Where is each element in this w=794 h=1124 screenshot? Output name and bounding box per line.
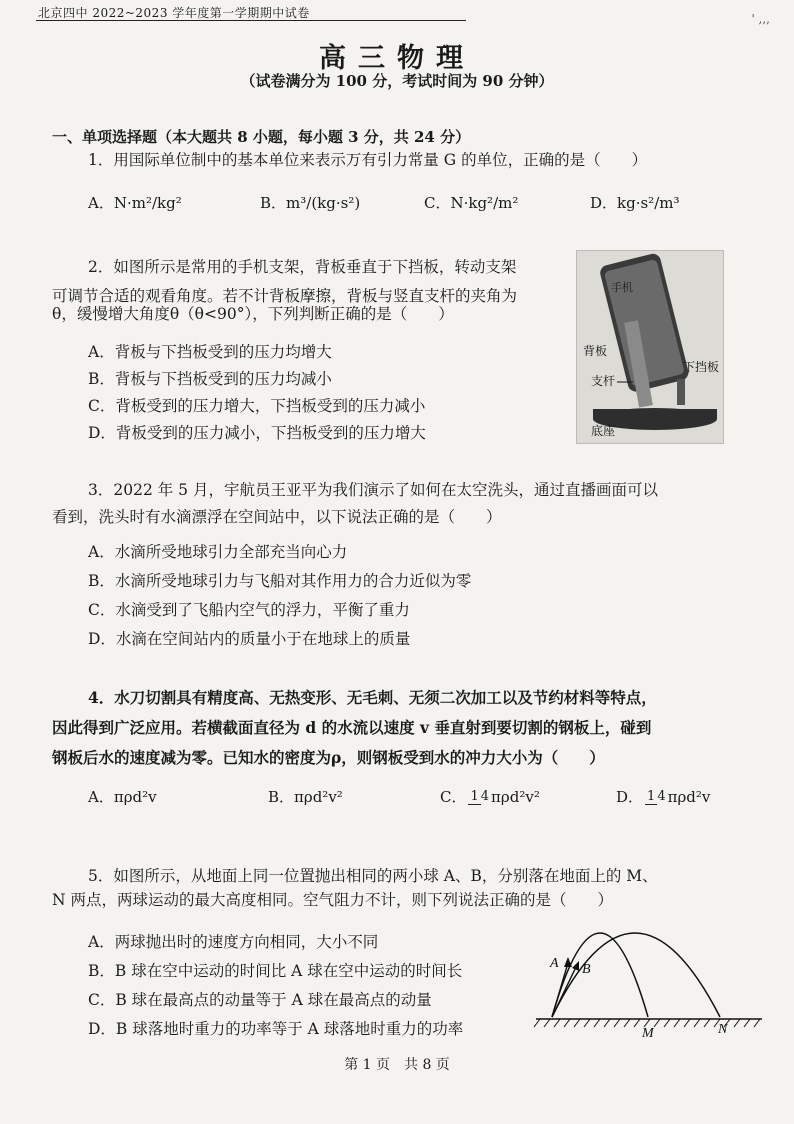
projectile-diagram	[530, 905, 770, 1049]
q5-option-a: A．两球抛出时的速度方向相同，大小不同	[88, 933, 379, 951]
q4-option-d: D． 1 4 πρd²v	[616, 787, 711, 806]
label-n: N	[718, 1022, 728, 1037]
projectile-svg	[530, 905, 770, 1045]
section-title: 一、单项选择题（本大题共 8 小题，每小题 3 分，共 24 分）	[52, 128, 471, 146]
q5-option-c: C．B 球在最高点的动量等于 A 球在最高点的动量	[88, 991, 432, 1009]
q5-line2: N 两点，两球运动的最大高度相同。空气阻力不计，则下列说法正确的是（ ）	[52, 891, 613, 909]
q2-option-d: D．背板受到的压力减小，下挡板受到的压力增大	[88, 424, 426, 442]
q3-line2: 看到，洗头时有水滴漂浮在空间站中，以下说法正确的是（ ）	[52, 508, 502, 526]
q2-option-a: A．背板与下挡板受到的压力均增大	[88, 343, 332, 361]
q5-option-d: D．B 球落地时重力的功率等于 A 球落地时重力的功率	[88, 1020, 464, 1038]
q4-line3: 钢板后水的速度减为零。已知水的密度为ρ，则钢板受到水的冲力大小为（ ）	[52, 748, 605, 767]
label-base: 底座	[591, 424, 616, 438]
phone-stand-photo	[576, 250, 724, 444]
q4-option-a: A．πρd²v	[88, 788, 157, 806]
q2-line3: θ，缓慢增大角度θ（θ<90°），下列判断正确的是（ ）	[52, 305, 454, 323]
trajectory-a	[552, 933, 648, 1017]
q4-c-fraction: 1 4	[470, 788, 490, 804]
label-b: B	[582, 962, 591, 977]
q1-option-a: A．N·m²/kg²	[88, 194, 182, 212]
exam-header: 北京四中 2022~2023 学年度第一学期期中试卷	[38, 6, 310, 20]
q4-option-c: C． 1 4 πρd²v²	[440, 787, 540, 806]
q2-option-c: C．背板受到的压力增大，下挡板受到的压力减小	[88, 397, 426, 415]
label-back: 背板	[583, 344, 608, 358]
label-lower-baffle: 下挡板	[683, 360, 720, 374]
q5-option-b: B．B 球在空中运动的时间比 A 球在空中运动的时间长	[88, 962, 463, 980]
q1-option-c: C．N·kg²/m²	[424, 194, 519, 212]
q3-option-d: D．水滴在空间站内的质量小于在地球上的质量	[88, 630, 411, 648]
corner-mark: ' ,,,	[751, 12, 770, 26]
q4-option-b: B．πρd²v²	[268, 788, 343, 806]
q2-option-b: B．背板与下挡板受到的压力均减小	[88, 370, 332, 388]
label-a: A	[550, 956, 559, 971]
header-rule	[36, 20, 466, 21]
phone-stand-illustration	[577, 251, 723, 443]
q4-line2: 因此得到广泛应用。若横截面直径为 d 的水流以速度 v 垂直射到要切割的钢板上，碰到	[52, 718, 652, 737]
q4-d-fraction: 1 4	[647, 788, 666, 804]
q3-line1: 3．2022 年 5 月，宇航员王亚平为我们演示了如何在太空洗头，通过直播画面可以	[88, 481, 658, 499]
q1-options	[88, 192, 680, 213]
q2-line1: 2．如图所示是常用的手机支架，背板垂直于下挡板，转动支架	[88, 258, 517, 276]
q3-option-c: C．水滴受到了飞船内空气的浮力，平衡了重力	[88, 601, 410, 619]
label-rod: 支杆	[591, 374, 616, 388]
page-footer: 第 1 页 共 8 页	[344, 1057, 450, 1073]
q4-line1: 4．水刀切割具有精度高、无热变形、无毛刺、无须二次加工以及节约材料等特点，	[88, 688, 657, 707]
q1-option-d: D．kg·s²/m³	[590, 194, 680, 212]
label-phone: 手机	[611, 282, 633, 294]
q4-options	[88, 786, 710, 807]
q3-option-b: B．水滴所受地球引力与飞船对其作用力的合力近似为零	[88, 572, 472, 590]
page-subtitle: （试卷满分为 100 分，考试时间为 90 分钟）	[240, 72, 554, 90]
q1-stem: 1．用国际单位制中的基本单位来表示万有引力常量 G 的单位，正确的是（ ）	[88, 151, 648, 169]
q1-option-b: B．m³/(kg·s²)	[260, 194, 361, 212]
page-title: 高三物理	[319, 43, 475, 74]
label-m: M	[642, 1026, 654, 1041]
q3-option-a: A．水滴所受地球引力全部充当向心力	[88, 543, 348, 561]
q5-line1: 5．如图所示，从地面上同一位置抛出相同的两小球 A、B，分别落在地面上的 M、	[88, 867, 658, 885]
q2-line2: 可调节合适的观看角度。若不计背板摩擦，背板与竖直支杆的夹角为	[52, 287, 518, 305]
trajectory-b	[552, 933, 720, 1017]
